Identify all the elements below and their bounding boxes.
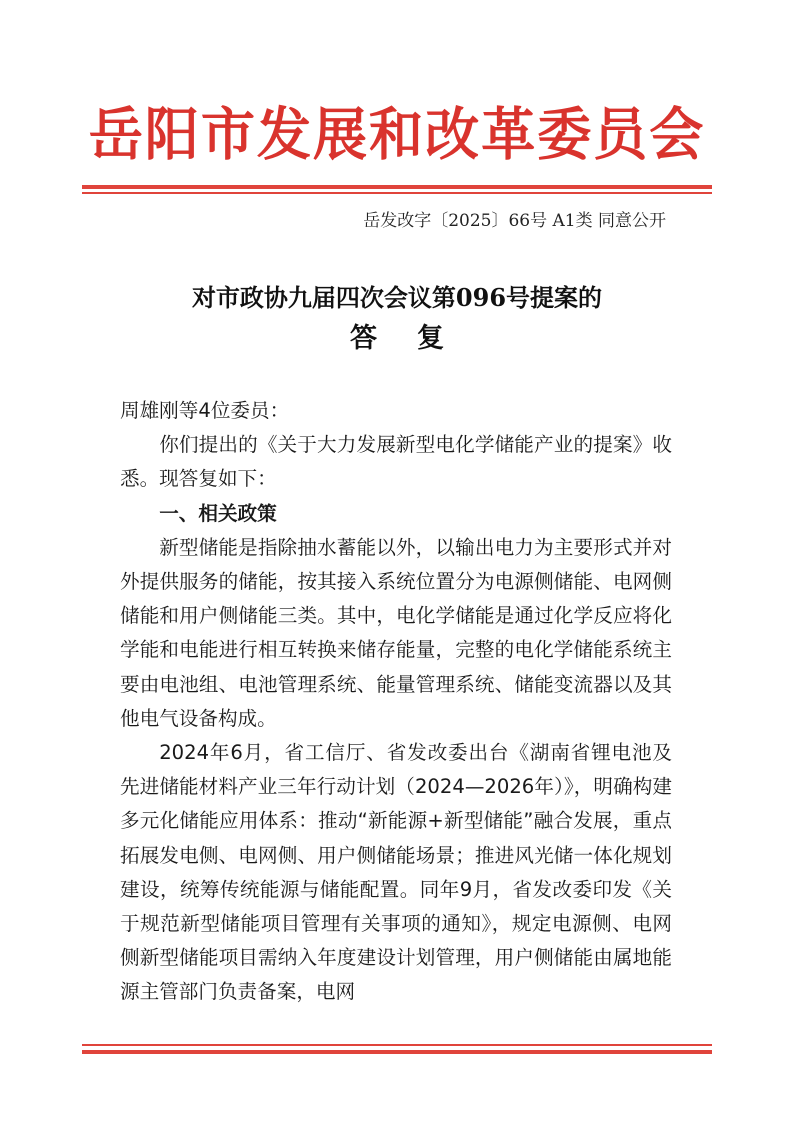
footer-rule-thin [82,1044,712,1046]
document-body [120,394,672,1010]
body-paragraph: 2024年6月，省工信厅、省发改委出台《湖南省锂电池及先进储能材料产业三年行动计划（2024—2026年）》，明确构建多元化储能应用体系：推动“新能源+新型储能”融合发展，重点拓展发电侧、电网侧、用户侧储能场景；推进风光储一体化规划建设，统筹传统能源与储能配置。同年9月，省发改委印发《关于规范新型储能项目管理有关事项的通知》，规定电源侧、电网侧新型储能项目需纳入年度建设计划管理，用户侧储能由属地能源主管部门负责备案，电网 [120,741,672,1004]
header-rule-thick [82,185,712,189]
salutation: 周雄刚等4位委员： [120,399,290,422]
org-name-header: 岳阳市发展和改革委员会 [88,101,706,168]
document-number: 岳发改字〔2025〕66号 A1类 同意公开 [363,211,666,231]
document-title: 对市政协九届四次会议第096号提案的 [191,283,603,312]
footer-rule-thick [82,1050,712,1054]
body-paragraph: 新型储能是指除抽水蓄能以外，以输出电力为主要形式并对外提供服务的储能，按其接入系统位置分为电源侧储能、电网侧储能和用户侧储能三类。其中，电化学储能是通过化学反应将化学能和电能进行相互转换来储存能量，完整的电化学储能系统主要由电池组、电池管理系统、能量管理系统、储能变流器以及其他电气设备构成。 [120,535,672,730]
section-heading: 一、相关政策 [159,501,277,525]
intro-paragraph: 你们提出的《关于大力发展新型电化学储能产业的提案》收悉。现答复如下： [120,433,672,491]
header-rule-thin [82,192,712,194]
document-subtitle: 答复 [350,323,484,354]
